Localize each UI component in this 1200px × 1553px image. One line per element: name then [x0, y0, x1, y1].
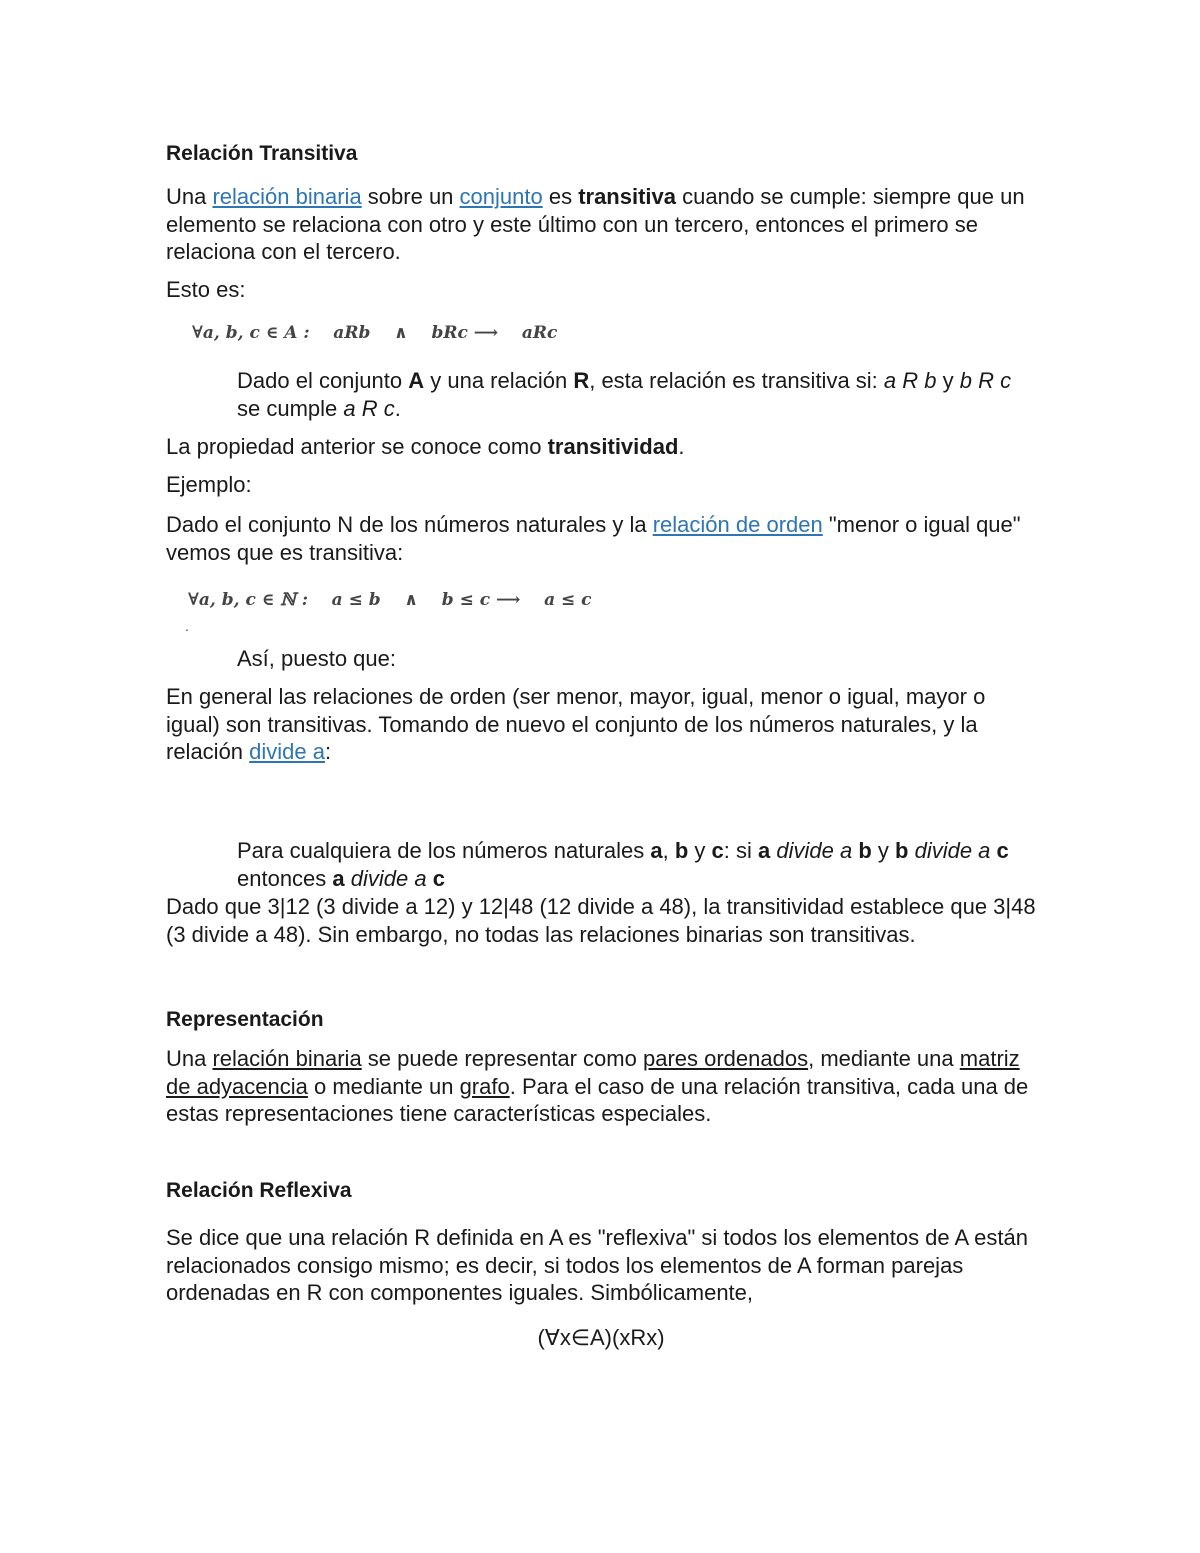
- paragraph-cualquiera: Para cualquiera de los números naturales a, b y c: si a divide a b y b divide a c entonces a divide a c: [237, 838, 1009, 891]
- paragraph-intro: Una relación binaria sobre un conjunto es transitiva cuando se cumple: siempre que un elemento se relaciona con otro y este último con un tercero, entonces el primero se relaciona con el tercero.: [166, 184, 1025, 264]
- link-relacion-binaria-2[interactable]: relación binaria: [212, 1046, 362, 1071]
- link-relacion-binaria[interactable]: relación binaria: [212, 184, 362, 209]
- heading-relacion-transitiva: Relación Transitiva: [166, 142, 358, 165]
- paragraph-esto-es: Esto es:: [166, 277, 246, 302]
- link-divide-a[interactable]: divide a: [249, 739, 325, 764]
- heading-relacion-reflexiva: Relación Reflexiva: [166, 1179, 352, 1202]
- link-conjunto[interactable]: conjunto: [459, 184, 543, 209]
- link-relacion-de-orden[interactable]: relación de orden: [652, 512, 823, 537]
- link-matriz-de-adyacencia[interactable]: matriz de adyacencia: [166, 1046, 1020, 1099]
- paragraph-propiedad: La propiedad anterior se conoce como transitividad.: [166, 434, 685, 459]
- formula-transitiva: ∀a, b, c ∈ A : aRb ∧ bRc ⟶ aRc: [192, 323, 558, 343]
- formula-menor-igual: ∀a, b, c ∈ ℕ : a ≤ b ∧ b ≤ c ⟶ a ≤ c: [188, 590, 592, 610]
- paragraph-dado-conjunto: Dado el conjunto A y una relación R, esta relación es transitiva si: a R b y b R c se cumple a R c.: [237, 368, 1012, 421]
- formula-reflexiva: (∀x∈A)(xRx): [537, 1325, 665, 1350]
- link-grafo[interactable]: grafo: [459, 1073, 510, 1099]
- paragraph-dado-que: Dado que 3|12 (3 divide a 12) y 12|48 (12 divide a 48), la transitividad establece que 3|48 (3 divide a 48). Sin embargo, no todas las relaciones binarias son transitivas.: [166, 894, 1036, 947]
- formula-dot: .: [185, 618, 189, 634]
- paragraph-ejemplo: Ejemplo:: [166, 472, 252, 497]
- link-pares-ordenados[interactable]: pares ordenados: [642, 1046, 809, 1071]
- paragraph-asi: Así, puesto que:: [237, 646, 396, 671]
- paragraph-dado-naturales: Dado el conjunto N de los números naturales y la relación de orden "menor o igual que" vemos que es transitiva:: [166, 512, 1021, 565]
- paragraph-general: En general las relaciones de orden (ser menor, mayor, igual, menor o igual, mayor o igual) son transitivas. Tomando de nuevo el conjunto de los números naturales, y la relación divide a:: [166, 684, 986, 764]
- paragraph-representacion: Una relación binaria se puede representar como pares ordenados, mediante una matriz de adyacencia o mediante un grafo. Para el caso de una relación transitiva, cada una de estas representaciones tiene características especiales.: [166, 1046, 1029, 1126]
- heading-representacion: Representación: [166, 1008, 324, 1031]
- paragraph-reflexiva: Se dice que una relación R definida en A es "reflexiva" si todos los elementos de A están relacionados consigo mismo; es decir, si todos los elementos de A forman parejas ordenadas en R con componentes iguales. Simbólicamente,: [166, 1225, 1028, 1305]
